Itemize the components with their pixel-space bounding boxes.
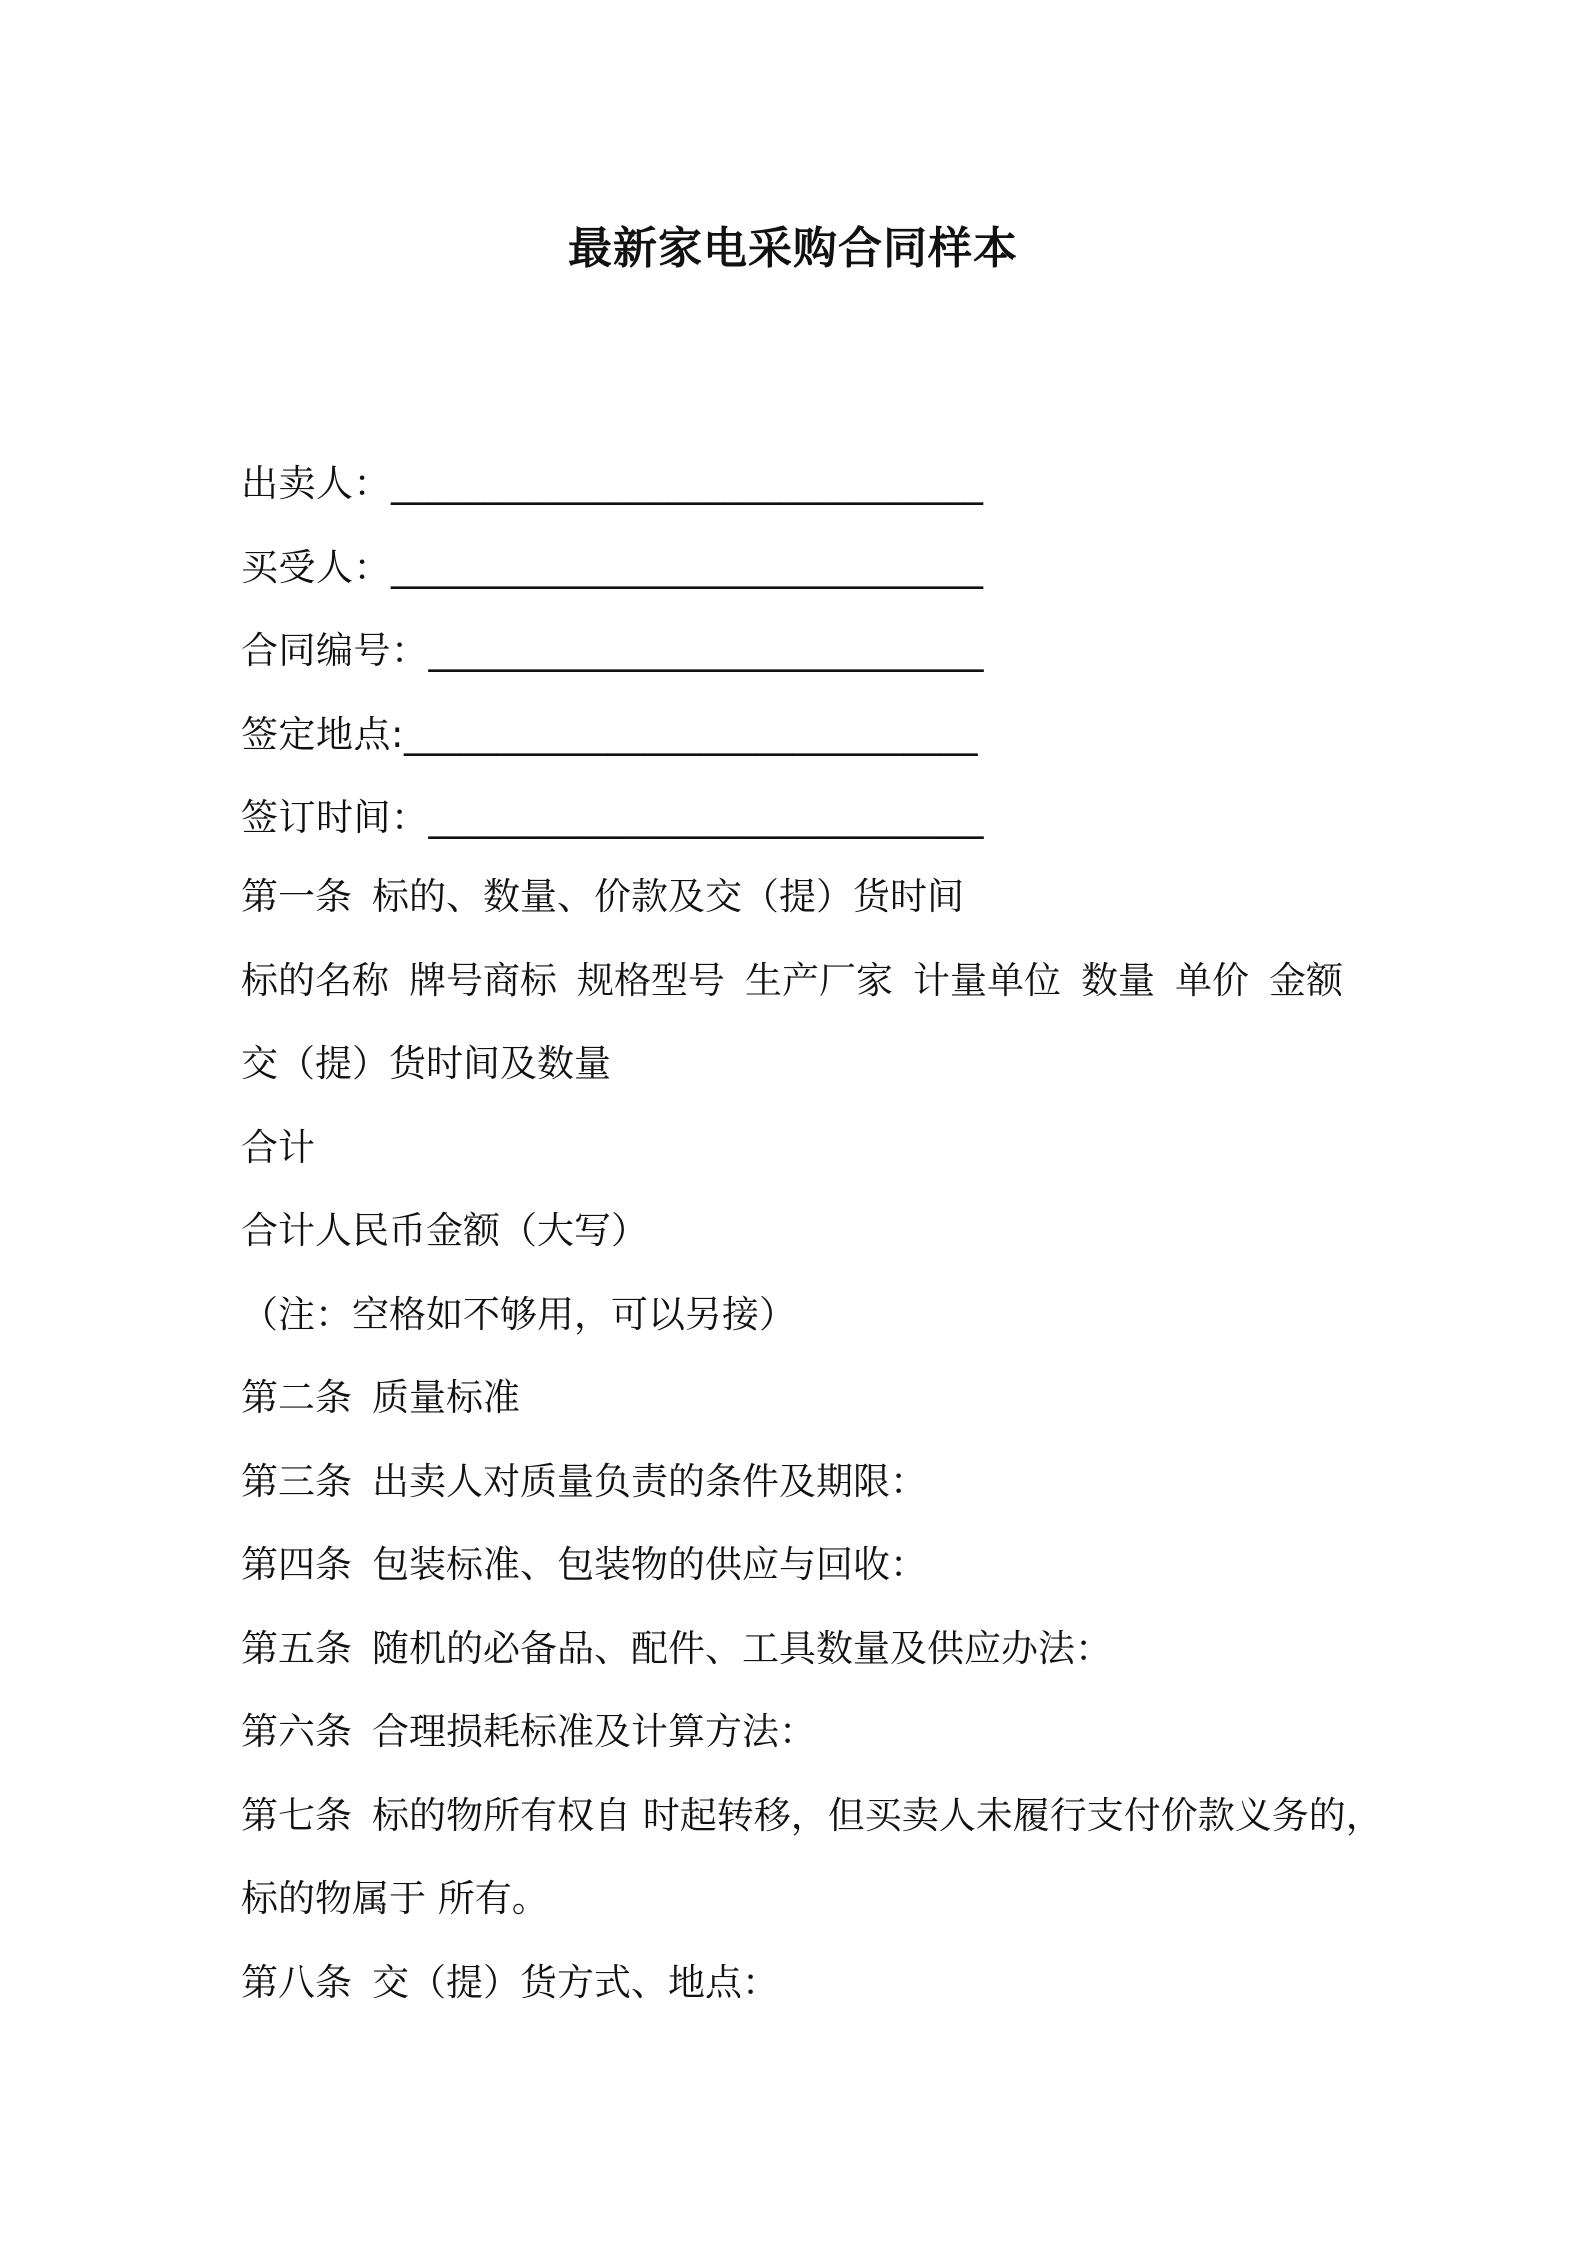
article-text: 出卖人对质量负责的条件及期限： xyxy=(372,1460,927,1503)
delivery-line: 交（提）货时间及数量 xyxy=(241,1042,611,1085)
field-signing-place xyxy=(241,711,977,759)
article-heading: 第四条 xyxy=(241,1543,352,1586)
article-8 xyxy=(241,1959,779,2007)
table-header: 计量单位 xyxy=(913,959,1061,1002)
article-7 xyxy=(241,1792,1383,1840)
article-6 xyxy=(241,1708,816,1756)
article-text: 随机的必备品、配件、工具数量及供应办法： xyxy=(372,1627,1112,1670)
total-rmb-line: 合计人民币金额（大写） xyxy=(241,1209,648,1252)
article-3 xyxy=(241,1458,927,1506)
article-text: 包装标准、包装物的供应与回收： xyxy=(372,1543,927,1586)
article-heading: 第五条 xyxy=(241,1627,352,1670)
article-text: 质量标准 xyxy=(372,1376,520,1419)
article-text: 标的、数量、价款及交（提）货时间 xyxy=(372,875,964,918)
table-header: 规格型号 xyxy=(577,959,725,1002)
field-label: 签订时间： xyxy=(241,796,429,839)
field-label: 买受人： xyxy=(241,546,391,589)
table-header: 生产厂家 xyxy=(745,959,893,1002)
article-2 xyxy=(241,1374,520,1422)
field-label: 签定地点: xyxy=(241,713,404,756)
article-text: 标的物属于 所有。 xyxy=(241,1877,549,1920)
field-label: 出卖人： xyxy=(241,462,391,505)
field-blank: ______________________________ xyxy=(428,796,984,839)
table-header: 数量 xyxy=(1081,959,1155,1002)
field-blank: ________________________________ xyxy=(391,546,983,589)
article-1 xyxy=(241,873,964,921)
article-heading: 第二条 xyxy=(241,1376,352,1419)
field-label: 合同编号： xyxy=(241,629,429,672)
document-title: 最新家电采购合同样本 xyxy=(568,223,1018,274)
table-header: 单价 xyxy=(1175,959,1249,1002)
article-heading: 第七条 xyxy=(241,1794,352,1837)
article-7-continued xyxy=(241,1875,549,1923)
field-blank: ________________________________ xyxy=(391,462,983,505)
note-line: （注：空格如不够用，可以另接） xyxy=(241,1293,796,1336)
article-text: 标的物所有权自 时起转移，但买卖人未履行支付价款义务的， xyxy=(372,1794,1383,1837)
article-text: 交（提）货方式、地点： xyxy=(372,1961,779,2004)
field-seller xyxy=(241,460,983,508)
field-blank: _______________________________ xyxy=(403,713,978,756)
article-heading: 第八条 xyxy=(241,1961,352,2004)
field-contract-number xyxy=(241,627,984,675)
field-signing-time xyxy=(241,794,984,842)
article-text: 合理损耗标准及计算方法： xyxy=(372,1710,816,1753)
field-blank: ______________________________ xyxy=(428,629,984,672)
article-heading: 第六条 xyxy=(241,1710,352,1753)
total-line: 合计 xyxy=(241,1126,315,1169)
field-buyer xyxy=(241,544,983,592)
article-4 xyxy=(241,1541,927,1589)
article-5 xyxy=(241,1625,1112,1673)
article-heading: 第三条 xyxy=(241,1460,352,1503)
table-header: 牌号商标 xyxy=(409,959,557,1002)
article-heading: 第一条 xyxy=(241,875,352,918)
table-header: 标的名称 xyxy=(241,959,389,1002)
table-header-row xyxy=(241,957,1343,1005)
table-header: 金额 xyxy=(1269,959,1343,1002)
